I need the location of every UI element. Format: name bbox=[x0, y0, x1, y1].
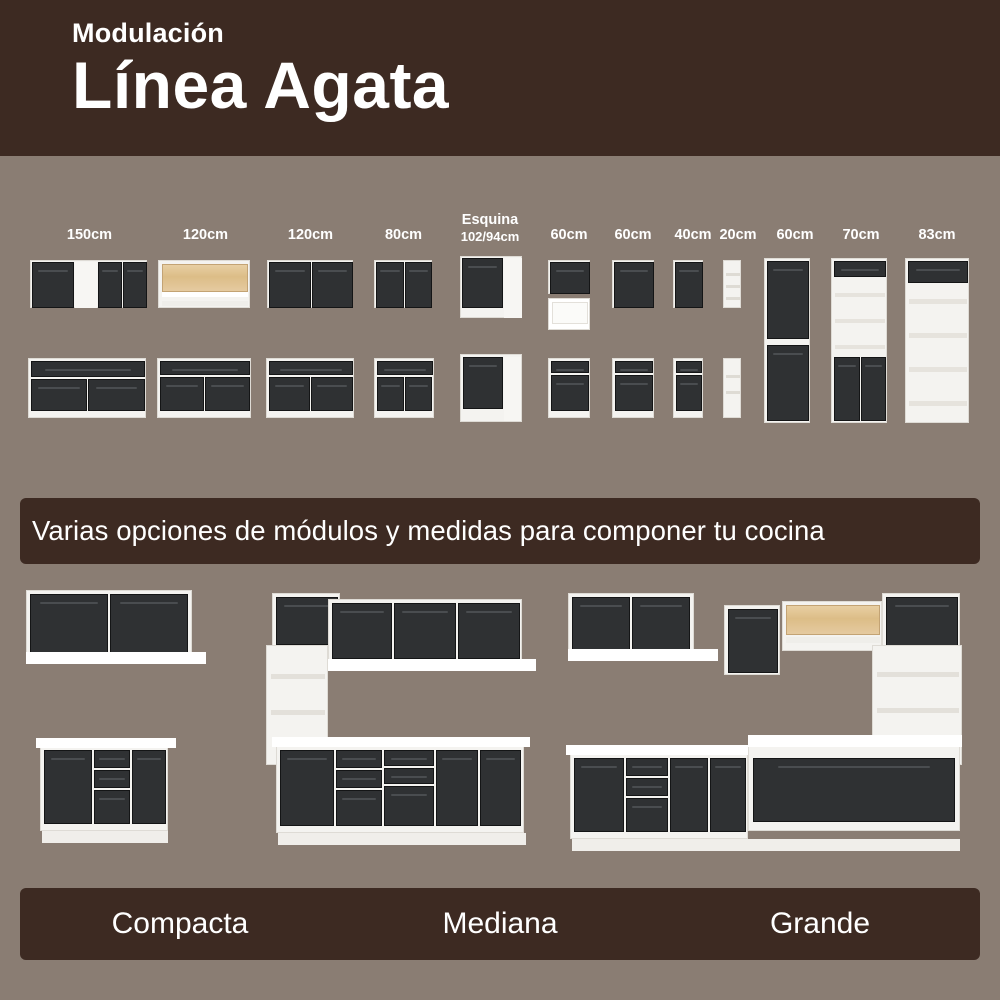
kitchen-mediana[interactable] bbox=[262, 585, 552, 857]
footer-item-compacta: Compacta bbox=[111, 907, 249, 940]
module-upper-corner[interactable] bbox=[460, 256, 522, 318]
module-base-60-b[interactable] bbox=[612, 358, 654, 418]
size-label: 150cm bbox=[66, 227, 113, 243]
size-label: 60cm bbox=[614, 227, 652, 243]
kitchen-compacta[interactable] bbox=[22, 590, 252, 855]
module-upper-80[interactable] bbox=[374, 260, 432, 308]
module-upper-60-open[interactable] bbox=[548, 298, 590, 330]
module-upper-20-shelf[interactable] bbox=[723, 260, 741, 308]
module-base-60[interactable] bbox=[548, 358, 590, 418]
module-upper-60[interactable] bbox=[548, 260, 590, 294]
module-base-20[interactable] bbox=[723, 358, 741, 418]
module-base-40[interactable] bbox=[673, 358, 703, 418]
module-base-80[interactable] bbox=[374, 358, 434, 418]
module-upper-150[interactable] bbox=[30, 260, 147, 308]
kitchen-grande[interactable] bbox=[560, 583, 980, 863]
size-label: 60cm bbox=[776, 227, 814, 243]
size-label: 83cm bbox=[918, 227, 956, 243]
module-base-120[interactable] bbox=[157, 358, 251, 418]
size-label: 70cm bbox=[842, 227, 880, 243]
module-tall-column-60[interactable] bbox=[764, 258, 810, 423]
module-base-150[interactable] bbox=[28, 358, 146, 418]
size-label: 120cm bbox=[287, 227, 334, 243]
size-label: 120cm bbox=[182, 227, 229, 243]
size-label: 80cm bbox=[384, 227, 423, 243]
footer-item-grande: Grande bbox=[769, 907, 871, 940]
kitchen-compositions bbox=[0, 575, 1000, 865]
footer-item-mediana: Mediana bbox=[442, 907, 558, 940]
banner-text: Varias opciones de módulos y medidas para componer tu cocina bbox=[32, 515, 825, 546]
footer bbox=[20, 888, 980, 960]
banner bbox=[20, 498, 980, 564]
page-title: Línea Agata bbox=[72, 48, 450, 122]
size-label-row bbox=[0, 200, 1000, 246]
header-kicker: Modulación bbox=[72, 18, 224, 48]
module-upper-120[interactable] bbox=[267, 260, 353, 308]
module-base-120-b[interactable] bbox=[266, 358, 354, 418]
module-base-corner[interactable] bbox=[460, 354, 522, 422]
module-upper-60-tall[interactable] bbox=[612, 260, 654, 308]
module-upper-40[interactable] bbox=[673, 260, 703, 308]
module-catalog bbox=[0, 246, 1000, 446]
module-tall-column-70[interactable] bbox=[831, 258, 887, 423]
header bbox=[0, 0, 1000, 156]
size-label: 60cm bbox=[550, 227, 588, 243]
size-label: 20cm bbox=[719, 227, 757, 243]
size-label: 40cm bbox=[674, 227, 712, 243]
module-upper-120-open[interactable] bbox=[158, 260, 250, 308]
module-tall-column-83[interactable] bbox=[905, 258, 969, 423]
size-label-corner: Esquina 102/94cm bbox=[460, 212, 520, 245]
